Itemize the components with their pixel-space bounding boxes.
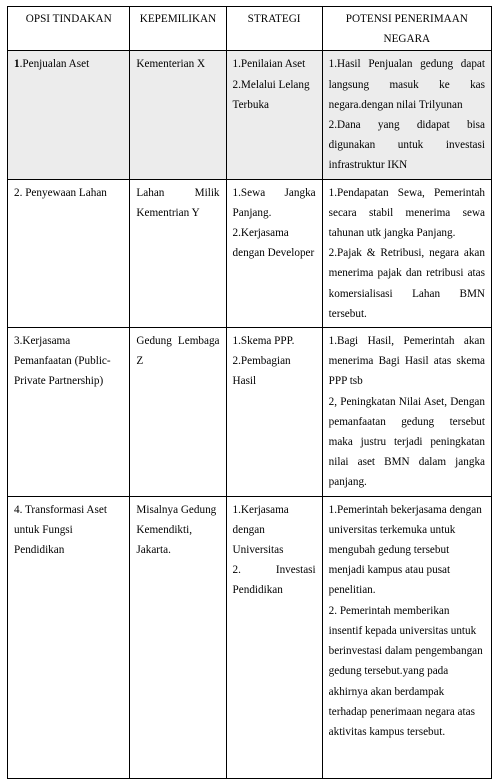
opsi-text: 4. Transformasi Aset untuk Fungsi Pendidikan bbox=[14, 503, 107, 557]
cell-kepemilikan bbox=[130, 51, 226, 179]
table-row bbox=[8, 179, 492, 327]
potensi-item: 2. Pemerintah memberikan insentif kepada universitas untuk berinvestasi dalam pengembangan gedung tersebut.yang pada akhirnya akan berdampak terhadap penerimaan negara atas aktivitas kampus tersebut. bbox=[328, 604, 483, 738]
cell-opsi bbox=[8, 51, 130, 179]
cell-opsi bbox=[8, 496, 130, 778]
kepemilikan-text: Kementerian X bbox=[136, 58, 206, 71]
policy-options-table bbox=[7, 6, 492, 779]
opsi-text: 3.Kerjasama Pemanfaatan (Public-Private Partnership) bbox=[14, 335, 111, 388]
opsi-text: .Penjualan Aset bbox=[19, 58, 90, 71]
potensi-item: 1.Pemerintah bekerjasama dengan universitas terkemuka untuk mengubah gedung tersebut menjadi kampus atau pusat penelitian. bbox=[328, 503, 482, 597]
potensi-item: 1.Hasil Penjualan gedung dapat langsung masuk ke kas negara.dengan nilai Trilyunan bbox=[328, 58, 485, 111]
strategi-item: 2. Investasi Pendidikan bbox=[232, 564, 316, 597]
kepemilikan-text: Lahan Milik Kementrian Y bbox=[136, 186, 220, 219]
strategi-item: 1.Sewa Jangka Panjang. bbox=[232, 186, 316, 219]
strategi-item: 2.Kerjasama dengan Developer bbox=[232, 227, 315, 260]
kepemilikan-text: Gedung Lembaga Z bbox=[136, 335, 220, 368]
cell-potensi bbox=[322, 328, 491, 497]
potensi-item: 2, Peningkatan Nilai Aset, Dengan pemanfaatan gedung tersebut maka justru terjadi peningkatan nilai aset BMN dalam jangka panjang. bbox=[328, 395, 485, 489]
cell-potensi bbox=[322, 51, 491, 179]
cell-kepemilikan bbox=[130, 328, 226, 497]
header-opsi-tindakan: OPSI TINDAKAN bbox=[8, 7, 130, 51]
potensi-item: 2.Pajak & Retribusi, negara akan menerima pajak dan retribusi atas komersialisasi Lahan BMN tersebut. bbox=[328, 247, 485, 320]
cell-strategi bbox=[226, 496, 322, 778]
cell-strategi bbox=[226, 328, 322, 497]
strategi-item: 1.Penilaian Aset bbox=[232, 58, 306, 71]
cell-kepemilikan bbox=[130, 179, 226, 327]
strategi-item: 1.Skema PPP. bbox=[232, 335, 295, 348]
header-row bbox=[8, 7, 492, 51]
cell-strategi bbox=[226, 179, 322, 327]
cell-opsi bbox=[8, 179, 130, 327]
header-kepemilikan: KEPEMILIKAN bbox=[130, 7, 226, 51]
strategi-item: 2.Pembagian Hasil bbox=[232, 355, 291, 388]
strategi-item: 2.Melalui Lelang Terbuka bbox=[232, 78, 310, 111]
potensi-item: 1.Bagi Hasil, Pemerintah akan menerima Bagi Hasil atas skema PPP tsb bbox=[328, 335, 485, 388]
table-row bbox=[8, 496, 492, 778]
cell-opsi bbox=[8, 328, 130, 497]
kepemilikan-text: Misalnya Gedung Kemendikti, Jakarta. bbox=[136, 503, 217, 557]
header-strategi: STRATEGI bbox=[226, 7, 322, 51]
potensi-item: 2.Dana yang didapat bisa digunakan untuk investasi infrastruktur IKN bbox=[328, 119, 485, 172]
potensi-item: 1.Pendapatan Sewa, Pemerintah secara stabil menerima sewa tahunan utk jangka Panjang. bbox=[328, 186, 485, 240]
cell-kepemilikan bbox=[130, 496, 226, 778]
strategi-item: 1.Kerjasama dengan Universitas bbox=[232, 503, 289, 557]
row-number: 1 bbox=[14, 58, 20, 71]
header-potensi-penerimaan: POTENSI PENERIMAAN NEGARA bbox=[322, 7, 491, 51]
table-row bbox=[8, 328, 492, 497]
opsi-text: 2. Penyewaan Lahan bbox=[14, 186, 107, 199]
cell-potensi bbox=[322, 496, 491, 778]
cell-potensi bbox=[322, 179, 491, 327]
cell-strategi bbox=[226, 51, 322, 179]
table-row bbox=[8, 51, 492, 179]
